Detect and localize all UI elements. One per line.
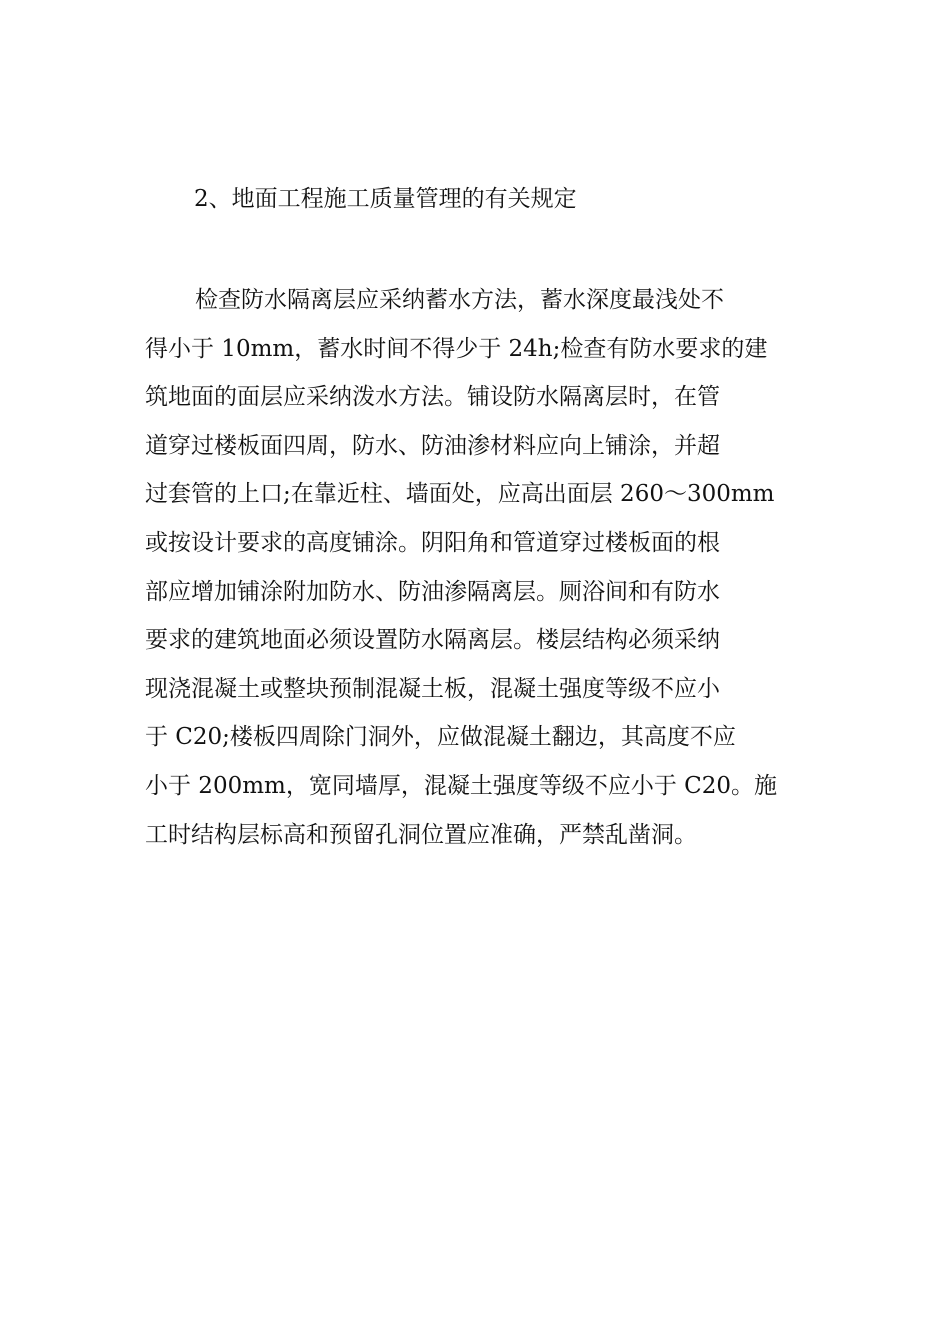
paragraph-line: 得小于 10mm，蓄水时间不得少于 24h;检查有防水要求的建: [145, 335, 768, 362]
body-paragraph: [145, 282, 810, 865]
paragraph-line: 筑地面的面层应采纳泼水方法。铺设防水隔离层时，在管: [145, 384, 720, 411]
paragraph-line: 部应增加铺涂附加防水、防油渗隔离层。厕浴间和有防水: [145, 578, 720, 605]
section-heading: 2、地面工程施工质量管理的有关规定: [194, 186, 577, 212]
paragraph-line: 工时结构层标高和预留孔洞位置应准确，严禁乱凿洞。: [145, 821, 697, 848]
paragraph-line: 过套管的上口;在靠近柱、墙面处，应高出面层 260～300mm: [145, 481, 775, 508]
paragraph-line: 检查防水隔离层应采纳蓄水方法，蓄水深度最浅处不: [195, 287, 724, 313]
paragraph-line: 现浇混凝土或整块预制混凝土板，混凝土强度等级不应小: [145, 675, 720, 702]
paragraph-line: 要求的建筑地面必须设置防水隔离层。楼层结构必须采纳: [145, 627, 720, 654]
paragraph-line: 小于 200mm，宽同墙厚，混凝土强度等级不应小于 C20。施: [145, 772, 778, 799]
paragraph-line: 或按设计要求的高度铺涂。阴阳角和管道穿过楼板面的根: [145, 529, 720, 556]
paragraph-line: 道穿过楼板面四周，防水、防油渗材料应向上铺涂，并超: [145, 432, 720, 459]
paragraph-line: 于 C20;楼板四周除门洞外，应做混凝土翻边，其高度不应: [145, 724, 736, 751]
